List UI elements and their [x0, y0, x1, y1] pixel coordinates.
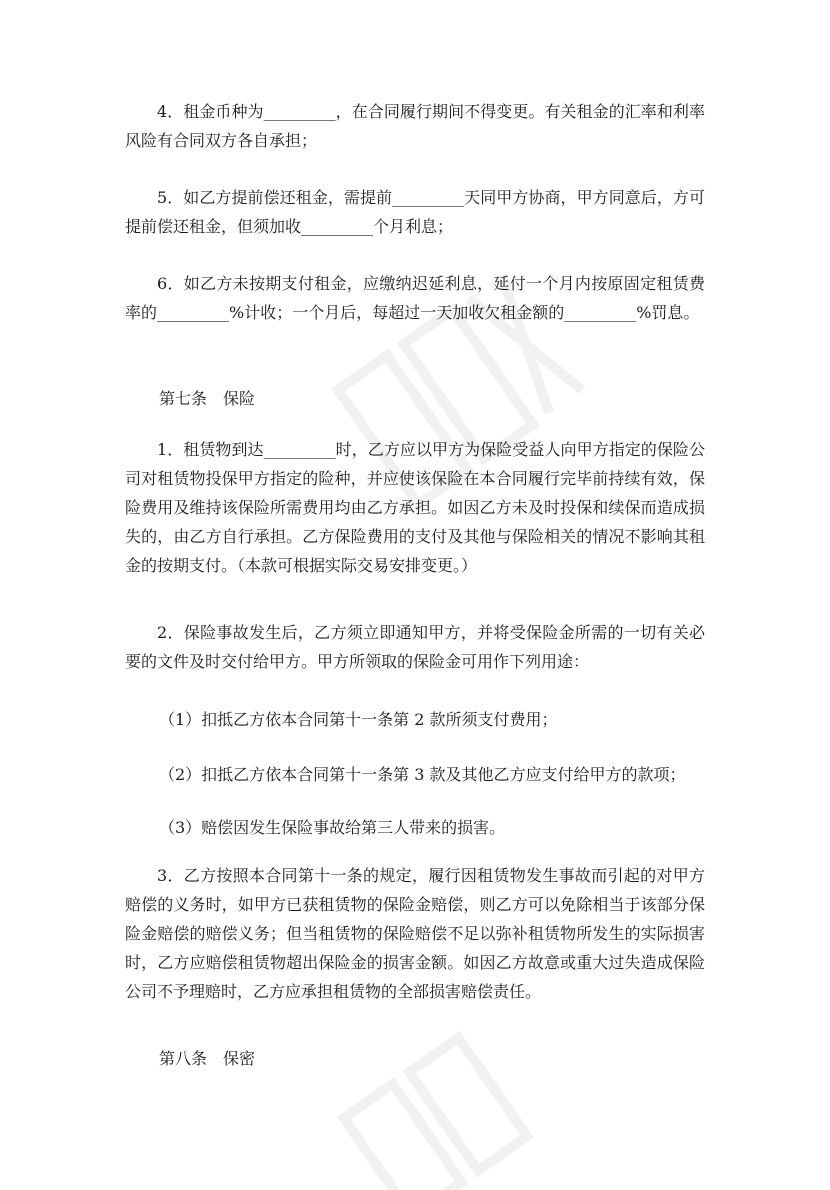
clause-insurance-2: 2．保险事故发生后，乙方须立即通知甲方，并将受保险金所需的一切有关必要的文件及时交付给甲方。甲方所领取的保险金可用作下列用途： [125, 623, 705, 671]
article-8-heading: 第八条 保密 [159, 1049, 256, 1068]
clause-rent-currency: 4．租金币种为_________，在合同履行期间不得变更。有关租金的汇率和利率风险有合同双方各自承担； [125, 102, 705, 150]
clause-insurance-2-item-3: （3）赔偿因发生保险事故给第三人带来的损害。 [159, 818, 506, 837]
article-7-heading: 第七条 保险 [159, 389, 256, 408]
clause-insurance-2-item-1: （1）扣抵乙方依本合同第十一条第 2 款所须支付费用； [159, 710, 558, 729]
clause-insurance-1: 1．租赁物到达_________时，乙方应以甲方为保险受益人向甲方指定的保险公司对租赁物投保甲方指定的险种，并应使该保险在本合同履行完毕前持续有效，保险费用及维持该保险所需费用均由乙方承担。如因乙方未及时投保和续保而造成损失的，由乙方自行承担。乙方保险费用的支付及其他与保险相关的情况不影响其租金的按期支付。（本款可根据实际交易安排变更。） [125, 440, 705, 575]
clause-insurance-2-item-2: （2）扣抵乙方依本合同第十一条第 3 款及其他乙方应支付给甲方的款项； [159, 765, 686, 784]
clause-insurance-3: 3．乙方按照本合同第十一条的规定，履行因租赁物发生事故而引起的对甲方赔偿的义务时，如甲方已获租赁物的保险金赔偿，则乙方可以免除相当于该部分保险金赔偿的赔偿义务；但当租赁物的保险赔偿不足以弥补租赁物所发生的实际损害时，乙方应赔偿租赁物超出保险金的损害金额。如因乙方故意或重大过失造成保险公司不予理赔时，乙方应承担租赁物的全部损害赔偿责任。 [125, 866, 705, 1001]
clause-late-payment: 6．如乙方未按期支付租金，应缴纳迟延利息，延付一个月内按原固定租赁费率的_________%计收；一个月后，每超过一天加收欠租金额的_________%罚息。 [125, 274, 705, 322]
watermark-decoration-lower [330, 1030, 590, 1190]
clause-early-repayment: 5．如乙方提前偿还租金，需提前_________天同甲方协商，甲方同意后，方可提前偿还租金，但须加收_________个月利息； [125, 188, 705, 236]
watermark-decoration [330, 260, 590, 520]
